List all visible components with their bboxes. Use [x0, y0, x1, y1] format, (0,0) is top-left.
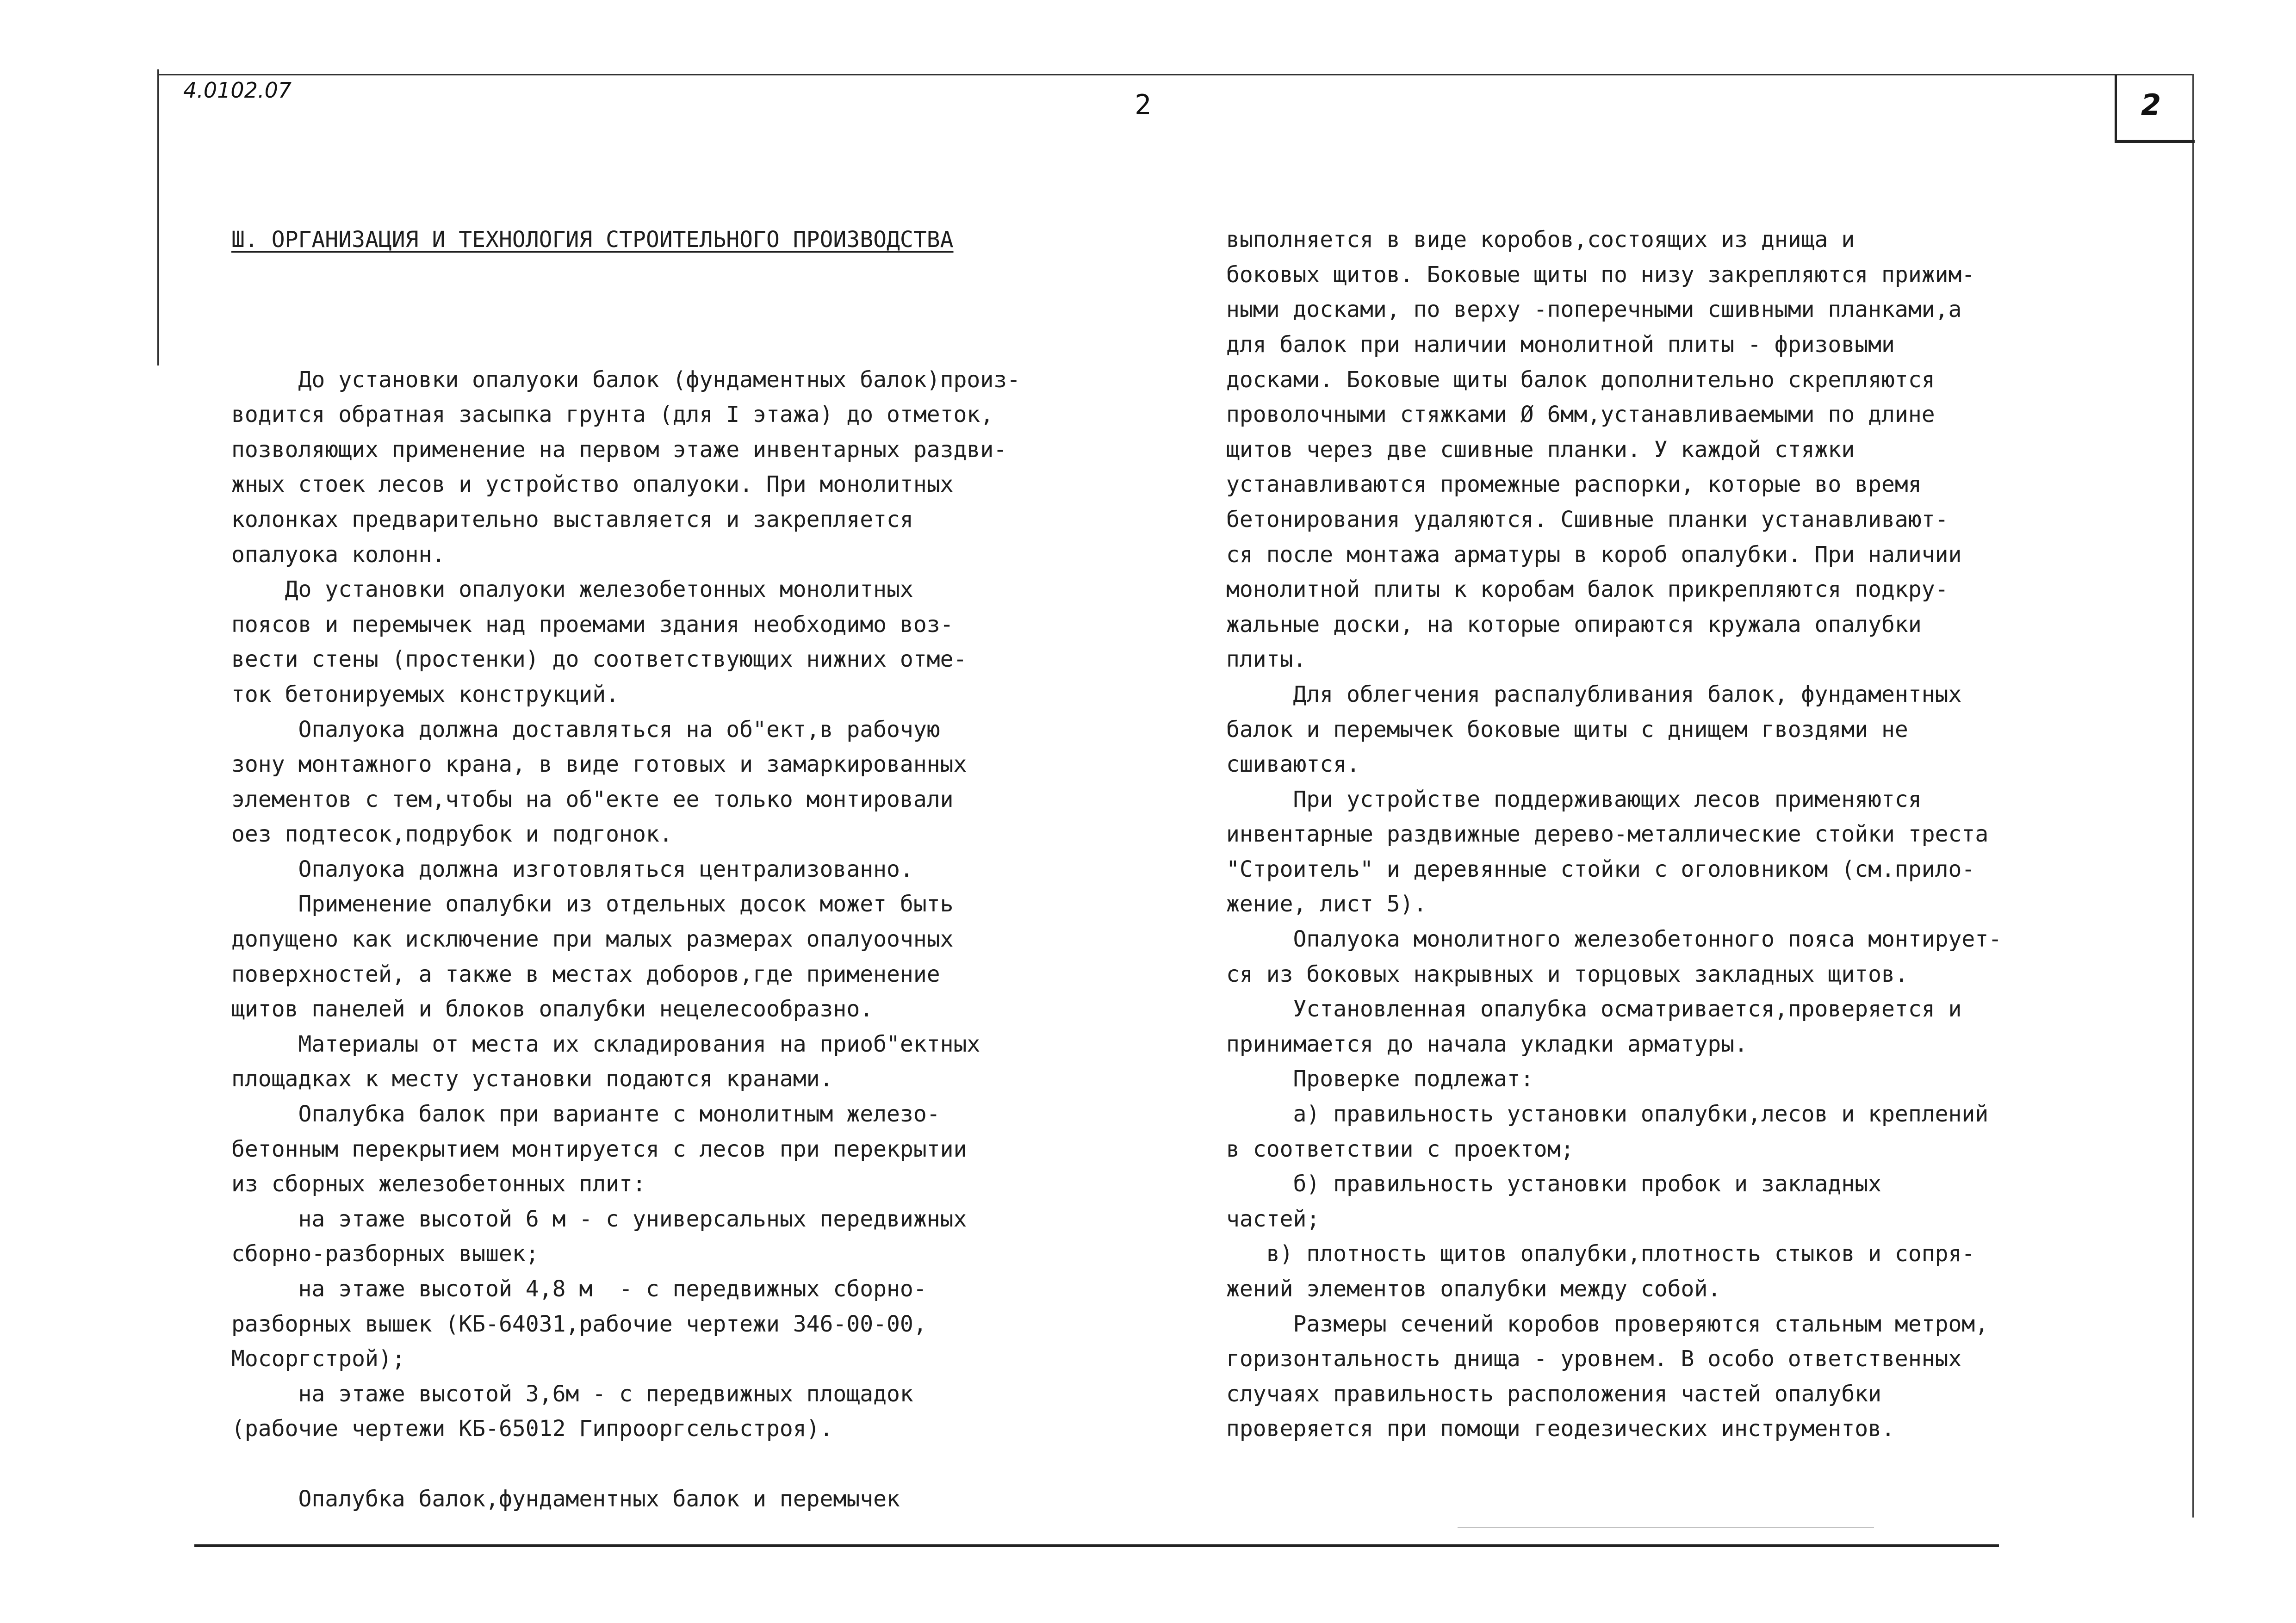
text-line: Опалубка балок,фундаментных балок и перемычек [231, 1486, 900, 1512]
left-text-column [231, 153, 1020, 1586]
text-line: Опалубка балок при варианте с монолитным железо- [231, 1101, 940, 1127]
text-line: вести стены (простенки) до соответствующих нижних отме- [231, 646, 967, 673]
frame-left-rule [157, 69, 159, 365]
text-line: проверяется при помощи геодезических инструментов. [1226, 1416, 1895, 1442]
text-line: При устройстве поддерживающих лесов применяются [1226, 786, 1922, 812]
text-line: (рабочие чертежи КБ-65012 Гипрооргсельстроя). [231, 1416, 833, 1442]
text-line: Размеры сечений коробов проверяются стальным метром, [1226, 1311, 1989, 1337]
text-line: а) правильность установки опалубки,лесов и креплений [1226, 1101, 1989, 1127]
text-line: До установки опалуоки балок (фундаментных балок)произ- [231, 366, 1021, 393]
text-line: ся после монтажа арматуры в короб опалубки. При наличии [1226, 541, 1962, 568]
text-line: случаях правильность расположения частей опалубки [1226, 1381, 1882, 1407]
text-line [231, 1447, 1020, 1482]
text-line: Проверке подлежат: [1226, 1066, 1534, 1092]
text-line: Мосоргстрой); [231, 1346, 405, 1372]
text-line: на этаже высотой 3,6м - с передвижных площадок [231, 1381, 913, 1407]
frame-right-rule [2192, 74, 2194, 1518]
text-line: балок и перемычек боковые щиты с днищем гвоздями не [1226, 716, 1908, 743]
text-line: для балок при наличии монолитной плиты - фризовыми [1226, 331, 1895, 358]
text-line: зону монтажного крана, в виде готовых и замаркированных [231, 751, 967, 778]
text-line: "Строитель" и деревянные стойки с оголовником (см.прило- [1226, 856, 1975, 882]
text-line: монолитной плиты к коробам балок прикрепляются подкру- [1226, 576, 1948, 603]
text-line: Опалуока должна доставляться на об"ект,в рабочую [231, 716, 940, 743]
text-line: из сборных железобетонных плит: [231, 1171, 646, 1197]
faint-scan-line [1458, 1527, 1874, 1528]
text-line: допущено как исключение при малых размерах опалуоочных [231, 926, 954, 953]
sheet-number: 2 [2141, 88, 2161, 122]
text-line: на этаже высотой 6 м - с универсальных передвижных [231, 1206, 967, 1232]
text-line: досками. Боковые щиты балок дополнительно скрепляются [1226, 366, 1935, 393]
text-line: ся из боковых накрывных и торцовых закладных щитов. [1226, 961, 1908, 987]
text-line: поверхностей, а также в местах доборов,где применение [231, 961, 940, 987]
text-line: жальные доски, на которые опираются кружала опалубки [1226, 611, 1922, 638]
text-line: проволочными стяжками Ø 6мм,устанавливаемыми по длине [1226, 402, 1935, 428]
text-line: Установленная опалубка осматривается,проверяется и [1226, 996, 1962, 1022]
text-line: в соответствии с проектом; [1226, 1136, 1574, 1162]
text-line: принимается до начала укладки арматуры. [1226, 1031, 1748, 1057]
text-line: жных стоек лесов и устройство опалуоки. При монолитных [231, 471, 954, 498]
sheet-number-box [2115, 75, 2195, 143]
text-line: Опалуока должна изготовляться централизованно. [231, 856, 913, 882]
text-line: сшиваются. [1226, 751, 1360, 778]
text-line: на этаже высотой 4,8 м - с передвижных сборно- [231, 1276, 927, 1302]
text-line: жение, лист 5). [1226, 891, 1427, 917]
text-line: ными досками, по верху -поперечными сшивными планками,а [1226, 297, 1962, 323]
text-line: разборных вышек (КБ-64031,рабочие чертежи 346-00-00, [231, 1311, 927, 1337]
text-line: выполняется в виде коробов,состоящих из днища и [1226, 227, 1855, 253]
text-line: жений элементов опалубки между собой. [1226, 1276, 1721, 1302]
text-line: ток бетонируемых конструкций. [231, 681, 620, 707]
text-line: До установки опалуоки железобетонных монолитных [231, 576, 913, 603]
text-line: горизонтальность днища - уровнем. В особо ответственных [1226, 1346, 1962, 1372]
text-line: Для облегчения распалубливания балок, фундаментных [1226, 681, 1962, 707]
left-paragraph-lines [231, 328, 1020, 1517]
document-code: 4.0102.07 [183, 78, 292, 103]
text-line: б) правильность установки пробок и закладных [1226, 1171, 1882, 1197]
text-line: инвентарные раздвижные дерево-металлические стойки треста [1226, 821, 1989, 848]
text-line: колонках предварительно выставляется и закрепляется [231, 506, 913, 533]
text-line [231, 328, 1020, 363]
section-heading: Ш. ОРГАНИЗАЦИЯ И ТЕХНОЛОГИЯ СТРОИТЕЛЬНОГО ПРОИЗВОДСТВА [231, 227, 954, 253]
text-line: устанавливаются промежные распорки, которые во время [1226, 471, 1922, 498]
text-line: плиты. [1226, 646, 1307, 673]
text-line: щитов через две сшивные планки. У каждой стяжки [1226, 436, 1855, 463]
text-line: Опалуока монолитного железобетонного пояса монтирует- [1226, 926, 2002, 953]
text-line: поясов и перемычек над проемами здания необходимо воз- [231, 611, 954, 638]
text-line: бетонным перекрытием монтируется с лесов при перекрытии [231, 1136, 967, 1162]
frame-top-rule [157, 74, 2193, 75]
text-line: опалуока колонн. [231, 541, 446, 568]
text-line: позволяющих применение на первом этаже инвентарных раздви- [231, 436, 1007, 463]
text-line: площадках к месту установки подаются кранами. [231, 1066, 833, 1092]
text-line: боковых щитов. Боковые щиты по низу закрепляются прижим- [1226, 261, 1975, 288]
right-text-column [1226, 153, 2002, 1517]
text-line: частей; [1226, 1206, 1320, 1232]
text-line: элементов с тем,чтобы на об"екте ее только монтировали [231, 786, 954, 812]
text-line: водится обратная засыпка грунта (для I этажа) до отметок, [231, 402, 994, 428]
page-number: 2 [1135, 89, 1152, 121]
right-paragraph-lines [1226, 223, 2002, 1447]
text-line: Применение опалубки из отдельных досок может быть [231, 891, 954, 917]
text-line: бетонирования удаляются. Сшивные планки устанавливают- [1226, 506, 1948, 533]
text-line: щитов панелей и блоков опалубки нецелесообразно. [231, 996, 874, 1022]
text-line: Материалы от места их складирования на приоб"ектных [231, 1031, 980, 1057]
text-line: оез подтесок,подрубок и подгонок. [231, 821, 673, 848]
text-line: в) плотность щитов опалубки,плотность стыков и сопря- [1226, 1241, 1975, 1267]
text-line: сборно-разборных вышек; [231, 1241, 539, 1267]
